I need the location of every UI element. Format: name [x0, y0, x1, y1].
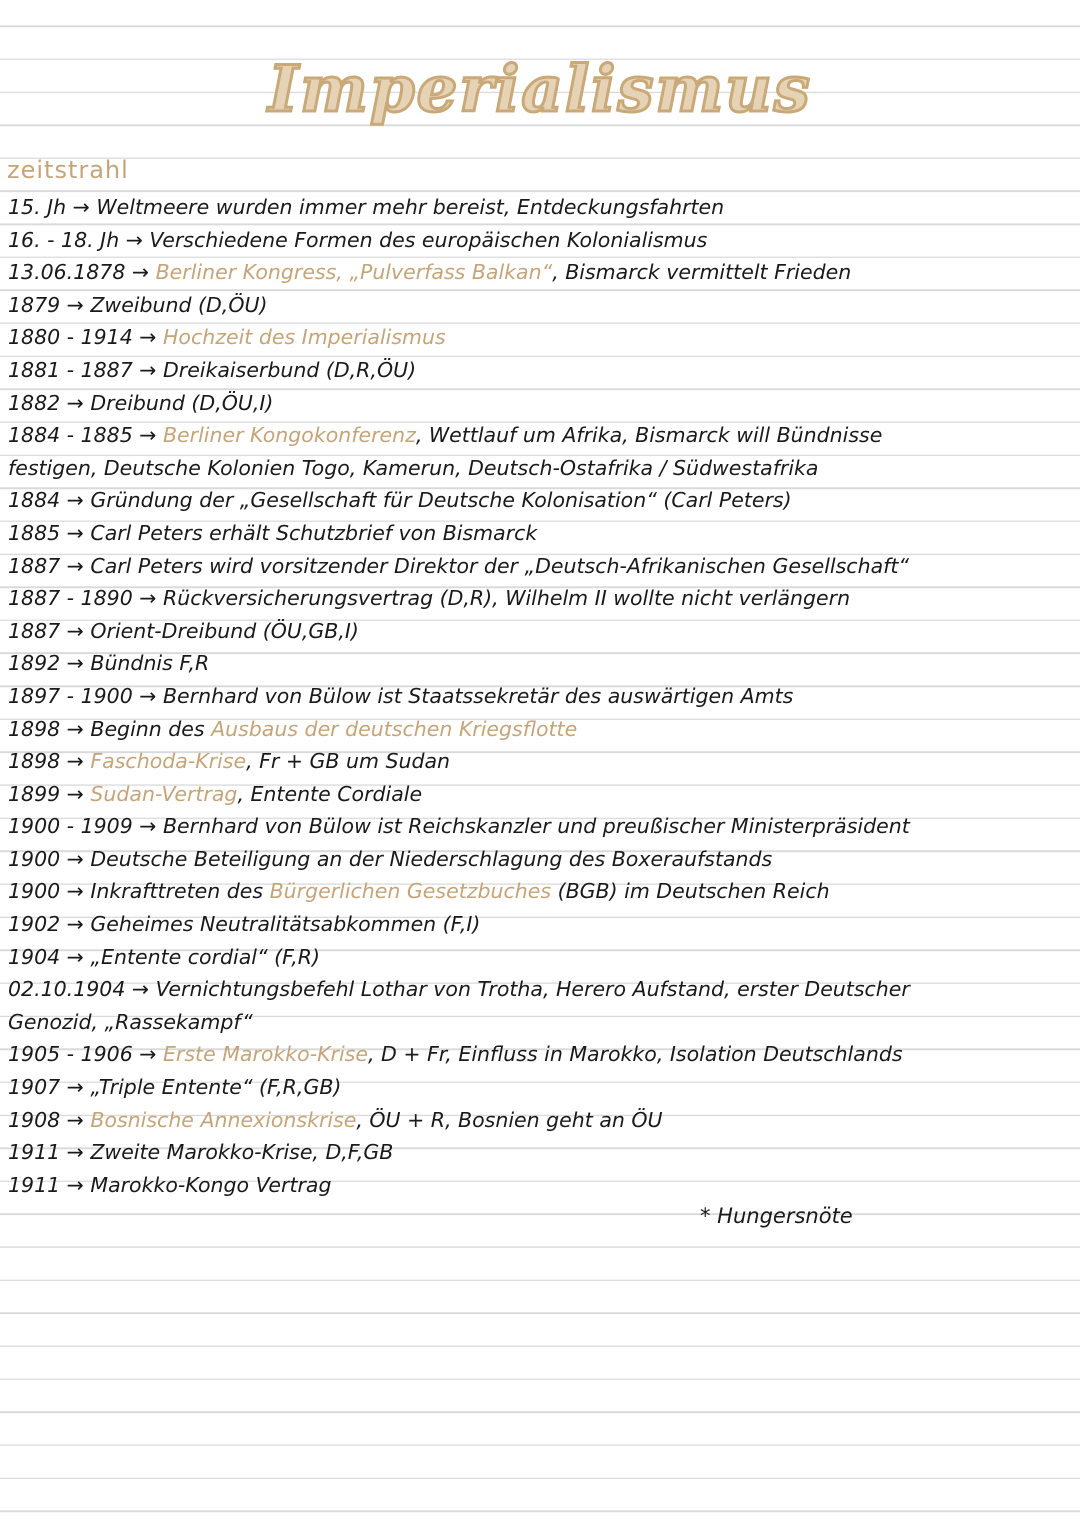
entry-text: 1897 - 1900 → Bernhard von Bülow ist Staatssekretär des auswärtigen Amts [8, 683, 794, 708]
timeline-entry [8, 778, 1068, 811]
timeline-entry [8, 843, 1068, 876]
timeline-entry [8, 973, 1068, 1006]
entry-suffix: , Fr + GB um Sudan [246, 749, 451, 774]
entry-text: festigen, Deutsche Kolonien Togo, Kamerun, Deutsch-Ostafrika / Südwestafrika [8, 455, 819, 480]
entry-prefix: 1900 → Inkrafttreten des [8, 879, 270, 904]
timeline-entry [8, 941, 1068, 974]
timeline-entry [8, 1006, 1068, 1039]
timeline-entry [8, 354, 1068, 387]
timeline-entry [8, 1104, 1068, 1137]
entry-prefix: 1899 → [8, 781, 91, 806]
timeline-entry [8, 191, 1068, 224]
entry-text: 1900 - 1909 → Bernhard von Bülow ist Reichskanzler und preußischer Ministerpräsident [8, 814, 910, 839]
timeline-entry [8, 484, 1068, 517]
timeline-entry [8, 452, 1068, 485]
entry-highlight: Ausbaus der deutschen Kriegsflotte [211, 716, 578, 741]
entry-highlight: Faschoda-Krise [90, 749, 247, 774]
entry-text: 1892 → Bündnis F,R [8, 651, 210, 676]
entry-text: 1884 → Gründung der „Gesellschaft für Deutsche Kolonisation“ (Carl Peters) [8, 488, 792, 513]
entry-highlight: Hochzeit des Imperialismus [162, 325, 446, 350]
timeline-entry [8, 517, 1068, 550]
entry-text: 1907 → „Triple Entente“ (F,R,GB) [8, 1075, 342, 1100]
entry-text: 1887 - 1890 → Rückversicherungsvertrag (D,R), Wilhelm II wollte nicht verlängern [8, 586, 851, 611]
entry-highlight: Berliner Kongress, „Pulverfass Balkan“ [155, 260, 553, 285]
entry-prefix: 1905 - 1906 → [8, 1042, 163, 1067]
entry-highlight: Sudan-Vertrag [90, 781, 238, 806]
entry-text: 1885 → Carl Peters erhält Schutzbrief von Bismarck [8, 520, 538, 545]
timeline-entry [8, 680, 1068, 713]
timeline-entry [8, 1169, 1068, 1202]
entry-text: 1911 → Zweite Marokko-Krise, D,F,GB [8, 1140, 394, 1165]
timeline-entry [8, 875, 1068, 908]
timeline-entry [8, 810, 1068, 843]
timeline-entry [8, 1071, 1068, 1104]
entry-prefix: 1908 → [8, 1107, 91, 1132]
entry-text: 1887 → Orient-Dreibund (ÖU,GB,I) [8, 618, 359, 643]
timeline-entry [8, 256, 1068, 289]
entry-suffix: , ÖU + R, Bosnien geht an ÖU [356, 1107, 663, 1132]
entry-text: 1887 → Carl Peters wird vorsitzender Direktor der „Deutsch-Afrikanischen Gesellschaft“ [8, 553, 910, 578]
entry-prefix: 1880 - 1914 → [8, 325, 163, 350]
timeline-entry [8, 321, 1068, 354]
page-title: Imperialismus [268, 52, 812, 127]
entry-suffix: (BGB) im Deutschen Reich [551, 879, 830, 904]
section-heading: zeitstrahl [7, 156, 129, 184]
footnote: * Hungersnöte [700, 1204, 853, 1228]
entry-text: 02.10.1904 → Vernichtungsbefehl Lothar von Trotha, Herero Aufstand, erster Deutscher [8, 977, 910, 1002]
entry-highlight: Berliner Kongokonferenz [162, 423, 416, 448]
timeline-entry [8, 387, 1068, 420]
timeline-list [8, 191, 1068, 1201]
entry-text: 1902 → Geheimes Neutralitätsabkommen (F,I) [8, 912, 481, 937]
timeline-entry [8, 615, 1068, 648]
timeline-entry [8, 224, 1068, 257]
entry-text: 15. Jh → Weltmeere wurden immer mehr bereist, Entdeckungsfahrten [8, 195, 725, 219]
entry-suffix: , Entente Cordiale [237, 781, 423, 806]
timeline-entry [8, 1136, 1068, 1169]
entry-text: Genozid, „Rassekampf“ [8, 1009, 253, 1034]
timeline-entry [8, 289, 1068, 322]
timeline-entry [8, 1038, 1068, 1071]
timeline-entry [8, 908, 1068, 941]
timeline-entry [8, 550, 1068, 583]
entry-text: 1900 → Deutsche Beteiligung an der Niederschlagung des Boxeraufstands [8, 846, 773, 871]
entry-highlight: Erste Marokko-Krise [162, 1042, 368, 1067]
entry-prefix: 1884 - 1885 → [8, 423, 163, 448]
entry-highlight: Bosnische Annexionskrise [90, 1107, 357, 1132]
entry-highlight: Bürgerlichen Gesetzbuches [269, 879, 552, 904]
entry-suffix: , Wettlauf um Afrika, Bismarck will Bündnisse [415, 423, 883, 448]
entry-suffix: , D + Fr, Einfluss in Marokko, Isolation Deutschlands [367, 1042, 903, 1067]
timeline-entry [8, 647, 1068, 680]
entry-suffix: , Bismarck vermittelt Frieden [552, 260, 852, 285]
entry-text: 1911 → Marokko-Kongo Vertrag [8, 1172, 332, 1197]
entry-prefix: 1898 → Beginn des [8, 716, 212, 741]
entry-text: 1879 → Zweibund (D,ÖU) [8, 292, 268, 317]
timeline-entry [8, 713, 1068, 746]
entry-text: 1881 - 1887 → Dreikaiserbund (D,R,ÖU) [8, 357, 417, 382]
entry-prefix: 13.06.1878 → [8, 260, 156, 285]
timeline-entry [8, 745, 1068, 778]
entry-prefix: 1898 → [8, 749, 91, 774]
timeline-entry [8, 582, 1068, 615]
entry-text: 1904 → „Entente cordial“ (F,R) [8, 944, 321, 969]
timeline-entry [8, 419, 1068, 452]
entry-text: 16. - 18. Jh → Verschiedene Formen des europäischen Kolonialismus [8, 227, 708, 252]
entry-text: 1882 → Dreibund (D,ÖU,I) [8, 390, 274, 415]
